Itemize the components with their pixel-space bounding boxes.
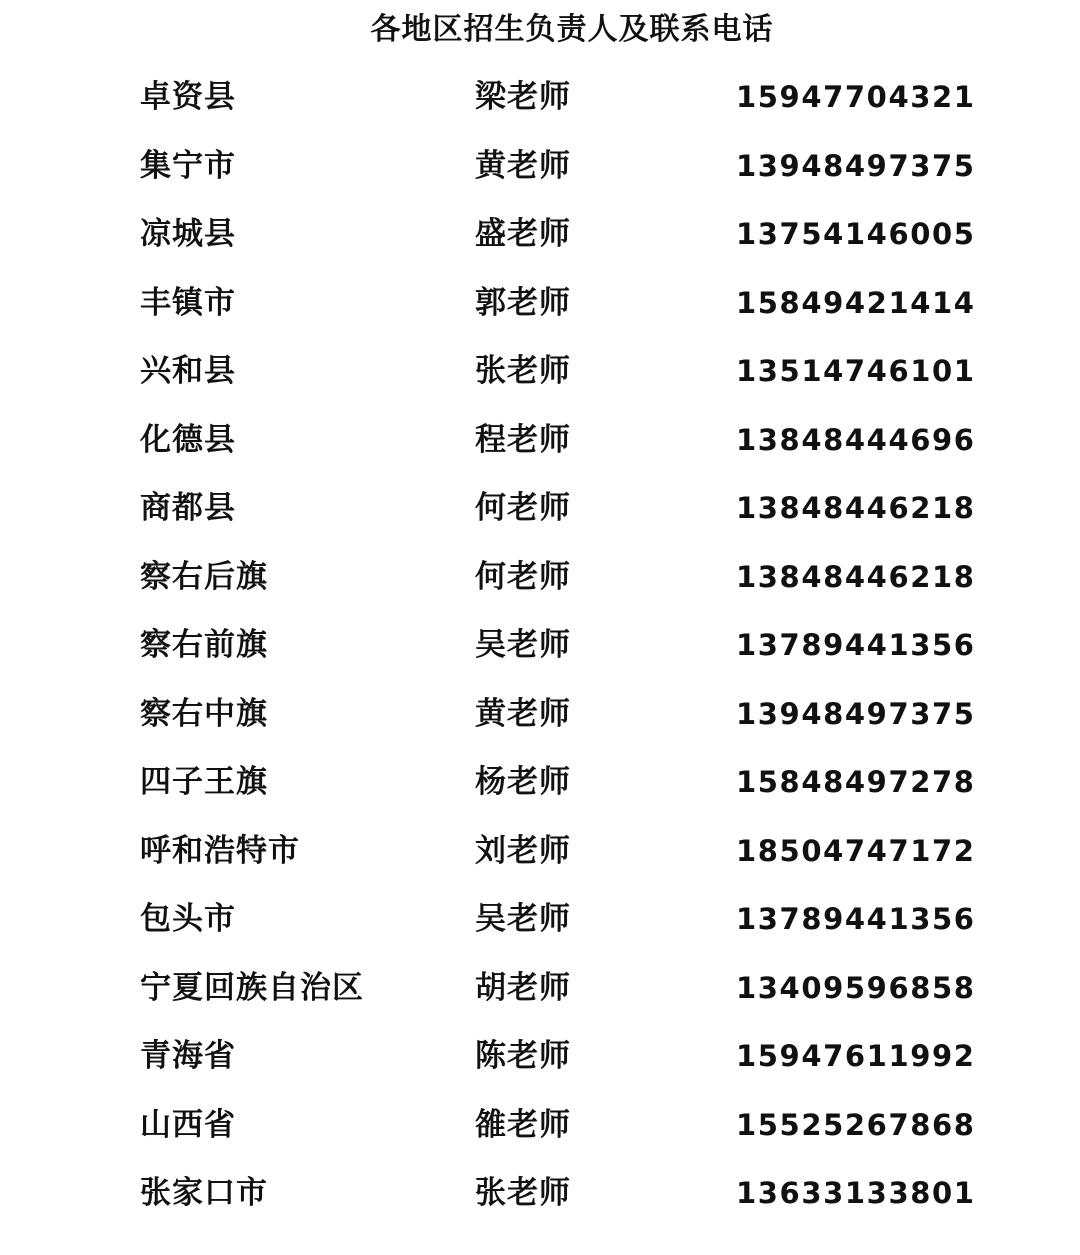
contact-person: 程老师	[475, 421, 571, 458]
contact-person: 胡老师	[475, 969, 571, 1006]
phone-number: 13409596858	[736, 970, 976, 1005]
region-name: 察右前旗	[140, 627, 268, 663]
contact-person: 张老师	[475, 1175, 571, 1211]
contact-person: 何老师	[475, 558, 571, 595]
table-row	[0, 474, 1080, 543]
region-name: 包头市	[140, 901, 236, 937]
region-name: 卓资县	[140, 79, 236, 115]
phone-number: 15947704321	[736, 80, 976, 114]
contact-person: 梁老师	[475, 79, 571, 115]
region-name: 化德县	[140, 421, 236, 458]
region-name: 山西省	[140, 1106, 236, 1143]
table-row	[0, 200, 1080, 269]
phone-number: 13848446218	[736, 491, 976, 525]
page-title: 各地区招生负责人及联系电话	[370, 12, 774, 47]
table-row	[0, 611, 1080, 680]
contact-person: 雒老师	[475, 1106, 571, 1143]
phone-number: 13754146005	[736, 217, 976, 251]
table-row	[0, 543, 1080, 612]
contact-person: 陈老师	[475, 1038, 571, 1074]
contact-person: 吴老师	[475, 627, 571, 663]
region-name: 凉城县	[140, 216, 236, 252]
phone-number: 13848446218	[736, 559, 976, 594]
region-name: 呼和浩特市	[140, 832, 300, 869]
contact-person: 黄老师	[475, 695, 571, 732]
region-name: 察右后旗	[140, 558, 268, 595]
region-name: 商都县	[140, 490, 236, 526]
phone-number: 15947611992	[736, 1039, 976, 1073]
contact-person: 黄老师	[475, 147, 571, 184]
region-name: 宁夏回族自治区	[140, 969, 364, 1006]
phone-number: 15848497278	[736, 765, 976, 799]
table-row	[0, 406, 1080, 475]
table-row	[0, 1022, 1080, 1091]
phone-number: 13789441356	[736, 902, 976, 936]
phone-number: 15525267868	[736, 1107, 976, 1142]
region-name: 丰镇市	[140, 284, 236, 321]
table-row	[0, 132, 1080, 201]
contact-table	[0, 63, 1080, 1228]
phone-number: 13514746101	[736, 354, 976, 388]
phone-number: 13948497375	[736, 148, 976, 183]
region-name: 张家口市	[140, 1175, 268, 1211]
table-row	[0, 748, 1080, 817]
table-row	[0, 1159, 1080, 1228]
contact-person: 刘老师	[475, 832, 571, 869]
table-row	[0, 63, 1080, 132]
region-name: 察右中旗	[140, 695, 268, 732]
table-row	[0, 337, 1080, 406]
table-row	[0, 954, 1080, 1023]
contact-person: 何老师	[475, 490, 571, 526]
contact-person: 张老师	[475, 353, 571, 389]
phone-number: 18504747172	[736, 833, 976, 868]
region-name: 青海省	[140, 1038, 236, 1074]
table-row	[0, 1091, 1080, 1160]
contact-person: 杨老师	[475, 764, 571, 800]
table-row	[0, 817, 1080, 886]
contact-person: 郭老师	[475, 284, 571, 321]
table-row	[0, 680, 1080, 749]
table-row	[0, 885, 1080, 954]
table-row	[0, 269, 1080, 338]
phone-number: 13789441356	[736, 628, 976, 662]
region-name: 集宁市	[140, 147, 236, 184]
region-name: 兴和县	[140, 353, 236, 389]
phone-number: 13948497375	[736, 696, 976, 731]
region-name: 四子王旗	[140, 764, 268, 800]
phone-number: 15849421414	[736, 285, 976, 320]
phone-number: 13633133801	[736, 1176, 976, 1210]
contact-person: 盛老师	[475, 216, 571, 252]
phone-number: 13848444696	[736, 422, 976, 457]
contact-person: 吴老师	[475, 901, 571, 937]
